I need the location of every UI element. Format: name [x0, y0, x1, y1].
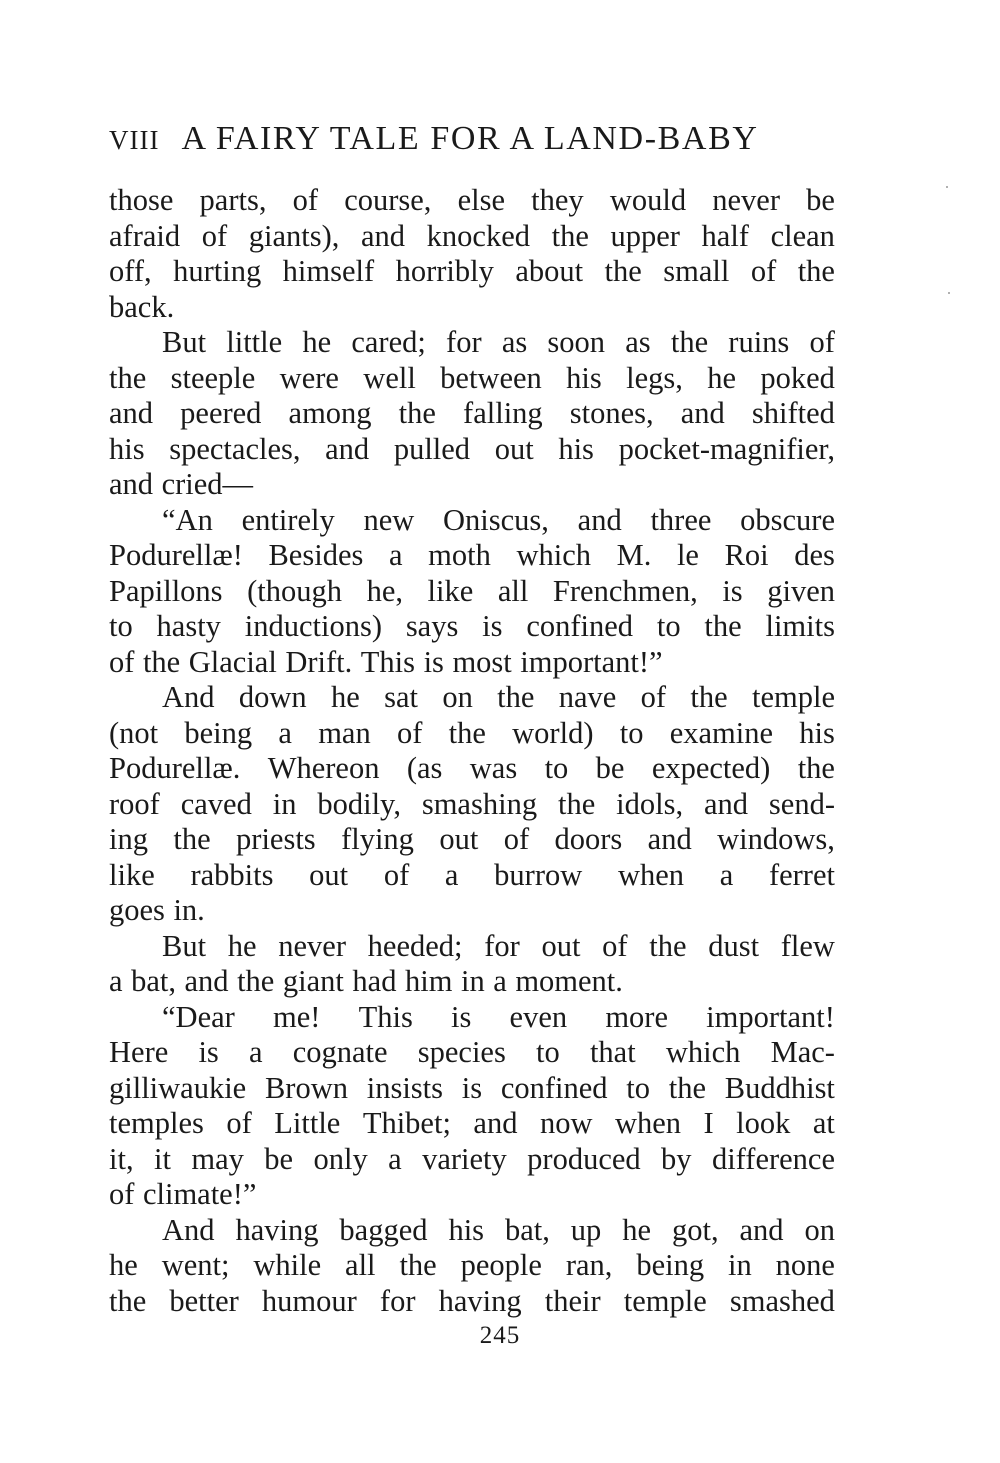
- word: of: [226, 1106, 252, 1140]
- word: doors: [554, 822, 623, 856]
- word: ran,: [565, 1248, 613, 1282]
- word: windows,: [717, 822, 835, 856]
- word: by: [661, 1141, 692, 1176]
- word: soon: [547, 325, 606, 359]
- word: being: [636, 1248, 705, 1282]
- word: none: [775, 1248, 835, 1282]
- word: is: [451, 999, 472, 1034]
- word: the: [551, 218, 589, 253]
- text-line: [109, 1213, 835, 1249]
- word: is: [482, 609, 503, 643]
- word: roof: [109, 786, 160, 821]
- word: climate!”: [142, 1177, 257, 1211]
- text-line: [109, 716, 835, 752]
- word: in: [728, 1248, 752, 1282]
- word: little: [226, 325, 283, 359]
- word: Little: [274, 1106, 341, 1140]
- word: a: [444, 857, 459, 892]
- word: himself: [282, 254, 375, 288]
- word: to: [626, 1070, 651, 1105]
- word: he: [622, 1212, 652, 1247]
- page-number: 245: [479, 1322, 521, 1349]
- word: obscure: [740, 502, 835, 537]
- word: to: [619, 715, 644, 750]
- word: out: [309, 857, 349, 892]
- word: examine: [669, 715, 774, 750]
- word: given: [767, 573, 835, 608]
- word: le: [676, 538, 699, 572]
- text-line: [109, 1035, 835, 1071]
- word: cried—: [161, 467, 254, 501]
- word: a: [109, 964, 123, 998]
- word: for: [484, 928, 520, 963]
- word: giants),: [248, 218, 340, 253]
- word: course,: [344, 183, 432, 217]
- word: nave: [558, 680, 617, 714]
- word: in: [272, 786, 297, 821]
- word: never: [278, 928, 346, 963]
- word: a: [719, 857, 734, 892]
- word: expected): [651, 751, 771, 785]
- word: when: [617, 857, 685, 892]
- word: spectacles,: [169, 431, 301, 466]
- word: confined: [500, 1070, 608, 1105]
- word: cared;: [351, 325, 426, 359]
- text-line: [109, 503, 835, 539]
- word: pulled: [393, 431, 471, 466]
- word: the: [668, 1070, 707, 1105]
- word: of: [503, 822, 530, 856]
- word: out: [541, 928, 581, 963]
- word: rabbits: [190, 857, 274, 892]
- word: giant: [282, 964, 344, 998]
- word: in.: [173, 893, 205, 927]
- word: a: [278, 715, 292, 750]
- text-line: [109, 1106, 835, 1142]
- word: would: [609, 183, 687, 217]
- word: as: [501, 325, 528, 359]
- word: people: [460, 1248, 542, 1282]
- word: went;: [161, 1248, 230, 1282]
- text-line: [109, 929, 835, 965]
- word: a: [248, 1035, 263, 1069]
- word: the: [399, 1248, 437, 1282]
- text-line: [109, 645, 835, 681]
- word: about: [515, 254, 584, 288]
- word: important!: [706, 999, 835, 1034]
- word: of: [750, 254, 777, 288]
- word: cognate: [292, 1035, 388, 1069]
- word: a: [388, 1141, 402, 1176]
- text-line: [109, 254, 835, 290]
- word: they: [531, 183, 584, 217]
- word: his: [566, 360, 602, 395]
- word: of: [109, 644, 135, 679]
- word: moth: [428, 538, 491, 572]
- word: Buddhist: [724, 1070, 835, 1105]
- word: now: [539, 1106, 593, 1140]
- word: small: [663, 254, 730, 288]
- word: of: [809, 325, 835, 359]
- folio: VIII: [109, 125, 160, 155]
- word: new: [363, 502, 415, 537]
- word: of: [292, 183, 319, 217]
- text-line: [109, 858, 835, 894]
- word: Mac-: [770, 1035, 835, 1069]
- word: which: [665, 1035, 741, 1069]
- word: and: [361, 218, 406, 253]
- word: of: [396, 715, 423, 750]
- word: insists: [366, 1070, 444, 1105]
- paper-speck: [948, 292, 950, 294]
- word: and: [577, 502, 622, 537]
- body-text: [109, 183, 835, 1319]
- word: out: [494, 431, 534, 466]
- text-line: [109, 1284, 835, 1320]
- word: for: [379, 1283, 416, 1318]
- word: the: [704, 609, 742, 643]
- word: his: [109, 431, 145, 466]
- word: when: [614, 1106, 682, 1140]
- word: in: [460, 964, 485, 998]
- word: a: [388, 538, 403, 572]
- word: and: [473, 1106, 518, 1140]
- word: But: [162, 928, 207, 963]
- word: parts,: [199, 183, 267, 217]
- word: most: [452, 644, 512, 679]
- word: of: [640, 680, 667, 714]
- word: dust: [708, 928, 760, 963]
- word: caved: [180, 786, 252, 821]
- text-line: [109, 219, 835, 255]
- word: smashed: [729, 1283, 835, 1318]
- text-line: [109, 1177, 835, 1213]
- word: half: [701, 218, 749, 253]
- word: the: [109, 360, 147, 395]
- word: M.: [616, 538, 652, 572]
- word: on: [804, 1212, 835, 1247]
- word: entirely: [241, 502, 335, 537]
- word: three: [650, 502, 712, 537]
- word: But: [162, 325, 207, 359]
- word: like: [109, 857, 155, 892]
- word: had: [352, 964, 397, 998]
- word: flying: [341, 822, 414, 856]
- word: to: [536, 1035, 560, 1069]
- word: were: [279, 360, 339, 395]
- word: the: [109, 1283, 147, 1318]
- word: is: [423, 644, 444, 679]
- word: of: [383, 857, 410, 892]
- word: the: [142, 644, 181, 679]
- word: a: [493, 964, 507, 998]
- word: else: [457, 183, 506, 217]
- word: limits: [765, 609, 835, 643]
- text-line: [109, 1142, 835, 1178]
- word: he: [109, 1248, 138, 1282]
- text-line: [109, 574, 835, 610]
- text-line: [109, 964, 835, 1000]
- word: (not: [109, 715, 159, 750]
- text-line: [109, 361, 835, 397]
- word: “Dear: [162, 999, 235, 1034]
- word: shifted: [751, 396, 835, 430]
- word: sat: [384, 680, 418, 714]
- word: peered: [180, 396, 262, 430]
- word: off,: [109, 254, 152, 288]
- word: better: [169, 1283, 239, 1318]
- word: legs,: [626, 360, 683, 395]
- word: “An: [162, 502, 213, 537]
- word: burrow: [494, 857, 583, 892]
- word: Podurellæ!: [109, 538, 243, 572]
- text-line: [109, 1071, 835, 1107]
- word: Besides: [268, 538, 364, 572]
- word: This: [358, 999, 413, 1034]
- word: humour: [261, 1283, 357, 1318]
- word: Brown: [264, 1070, 348, 1105]
- word: the: [690, 680, 728, 714]
- word: having: [438, 1283, 522, 1318]
- word: their: [544, 1283, 601, 1318]
- word: which: [516, 538, 591, 572]
- word: like: [427, 573, 474, 608]
- text-line: [109, 290, 835, 326]
- word: out: [439, 822, 479, 856]
- word: steeple: [170, 360, 256, 395]
- word: bodily,: [317, 786, 401, 821]
- word: for: [446, 325, 482, 359]
- text-line: [109, 893, 835, 929]
- word: the: [448, 715, 486, 750]
- text-line: [109, 609, 835, 645]
- word: Podurellæ.: [109, 751, 241, 785]
- word: man: [318, 715, 371, 750]
- word: being: [184, 715, 253, 750]
- word: that: [589, 1035, 636, 1069]
- word: heeded;: [367, 928, 463, 963]
- word: as: [625, 325, 651, 359]
- word: he: [227, 928, 257, 963]
- word: upper: [610, 218, 680, 253]
- word: only: [313, 1141, 368, 1176]
- text-line: [109, 538, 835, 574]
- text-line: [109, 751, 835, 787]
- word: (though: [247, 573, 342, 608]
- word: and: [109, 467, 154, 501]
- word: produced: [527, 1141, 641, 1176]
- word: difference: [711, 1141, 835, 1176]
- word: be: [806, 183, 835, 217]
- word: the: [497, 680, 535, 714]
- word: all: [497, 573, 529, 608]
- word: back.: [109, 289, 175, 324]
- word: may: [191, 1141, 244, 1176]
- word: and: [647, 822, 692, 856]
- word: to: [656, 609, 681, 643]
- word: Whereon: [267, 751, 380, 785]
- word: priests: [236, 822, 316, 856]
- word: more: [605, 999, 668, 1034]
- word: confined: [526, 609, 634, 643]
- text-line: [109, 680, 835, 716]
- text-line: [109, 787, 835, 823]
- word: never: [712, 183, 780, 217]
- word: all: [345, 1248, 376, 1282]
- text-line: [109, 1248, 835, 1284]
- word: send-: [768, 786, 835, 821]
- word: the: [649, 928, 687, 963]
- word: Frenchmen,: [552, 573, 698, 608]
- word: inductions): [244, 609, 382, 643]
- word: moment.: [515, 964, 623, 998]
- word: and: [739, 1212, 784, 1247]
- word: even: [509, 999, 568, 1034]
- word: world): [512, 715, 594, 750]
- word: be: [595, 751, 625, 785]
- word: (as: [406, 751, 443, 785]
- word: I: [703, 1106, 714, 1140]
- text-line: [109, 467, 835, 503]
- word: down: [238, 680, 307, 714]
- word: temple: [751, 680, 835, 714]
- word: goes: [109, 893, 165, 927]
- word: is: [461, 1070, 483, 1105]
- word: knocked: [426, 218, 530, 253]
- word: Glacial: [188, 644, 277, 679]
- paper-speck: [946, 186, 948, 188]
- word: Papillons: [109, 573, 223, 608]
- word: Oniscus,: [443, 502, 549, 537]
- word: well: [363, 360, 416, 395]
- word: bat,: [504, 1212, 550, 1247]
- word: bat,: [131, 964, 176, 998]
- text-line: [109, 183, 835, 219]
- word: him: [404, 964, 453, 998]
- word: ing: [109, 822, 148, 856]
- word: he: [330, 680, 360, 714]
- word: Here: [109, 1035, 169, 1069]
- word: to: [109, 609, 133, 643]
- word: hasty: [156, 609, 221, 643]
- word: got,: [671, 1212, 719, 1247]
- word: the: [557, 786, 596, 821]
- word: des: [794, 538, 835, 572]
- word: among: [288, 396, 372, 430]
- word: he: [707, 360, 737, 395]
- word: and: [680, 396, 725, 430]
- word: idols,: [616, 786, 684, 821]
- word: temples: [109, 1106, 204, 1140]
- running-head: [109, 120, 835, 166]
- word: And: [162, 680, 215, 714]
- word: temple: [623, 1283, 707, 1318]
- text-line: [109, 396, 835, 432]
- word: it,: [109, 1141, 134, 1176]
- word: to: [544, 751, 569, 785]
- word: and: [184, 964, 229, 998]
- word: smashing: [421, 786, 538, 821]
- word: the: [398, 396, 436, 430]
- word: ferret: [768, 857, 835, 892]
- word: of: [109, 1177, 135, 1211]
- word: be: [264, 1141, 294, 1176]
- word: it: [153, 1141, 171, 1176]
- word: and: [325, 431, 370, 466]
- word: the: [797, 254, 835, 288]
- word: up: [570, 1212, 602, 1247]
- word: important!”: [520, 644, 663, 679]
- word: and: [109, 396, 154, 430]
- word: Drift.: [285, 644, 353, 679]
- text-line: [109, 822, 835, 858]
- word: clean: [770, 218, 835, 253]
- word: those: [109, 183, 174, 217]
- word: on: [442, 680, 473, 714]
- word: his: [448, 1212, 485, 1247]
- word: was: [469, 751, 518, 785]
- word: while: [253, 1248, 322, 1282]
- word: species: [417, 1035, 506, 1069]
- text-line: [109, 432, 835, 468]
- word: ruins: [728, 325, 790, 359]
- word: is: [198, 1035, 219, 1069]
- word: having: [235, 1212, 319, 1247]
- text-line: [109, 325, 835, 361]
- word: pocket-magnifier,: [618, 431, 835, 466]
- word: he,: [366, 573, 403, 608]
- word: Thibet;: [362, 1106, 451, 1140]
- word: his: [799, 715, 835, 750]
- word: bagged: [339, 1212, 428, 1247]
- word: of: [602, 928, 628, 963]
- text-line: [109, 1000, 835, 1036]
- word: look: [736, 1106, 791, 1140]
- word: his: [558, 431, 594, 466]
- word: falling: [463, 396, 543, 430]
- word: stones,: [569, 396, 654, 430]
- word: the: [604, 254, 642, 288]
- word: hurting: [173, 254, 262, 288]
- word: gilliwaukie: [109, 1070, 247, 1105]
- word: the: [670, 325, 709, 359]
- word: the: [797, 751, 835, 785]
- word: between: [440, 360, 542, 395]
- word: variety: [422, 1141, 507, 1176]
- word: and: [703, 786, 749, 821]
- word: of: [201, 218, 228, 253]
- word: the: [237, 964, 275, 998]
- running-title: A FAIRY TALE FOR A LAND-BABY: [181, 120, 759, 157]
- word: poked: [760, 360, 835, 395]
- word: says: [405, 609, 459, 643]
- word: is: [722, 573, 743, 608]
- word: horribly: [395, 254, 494, 288]
- word: the: [173, 822, 211, 856]
- word: Roi: [724, 538, 769, 572]
- word: at: [812, 1106, 835, 1140]
- word: he: [302, 325, 332, 359]
- word: afraid: [109, 218, 181, 253]
- word: This: [360, 644, 416, 679]
- word: flew: [780, 928, 835, 963]
- word: me!: [272, 999, 321, 1034]
- word: And: [162, 1212, 215, 1247]
